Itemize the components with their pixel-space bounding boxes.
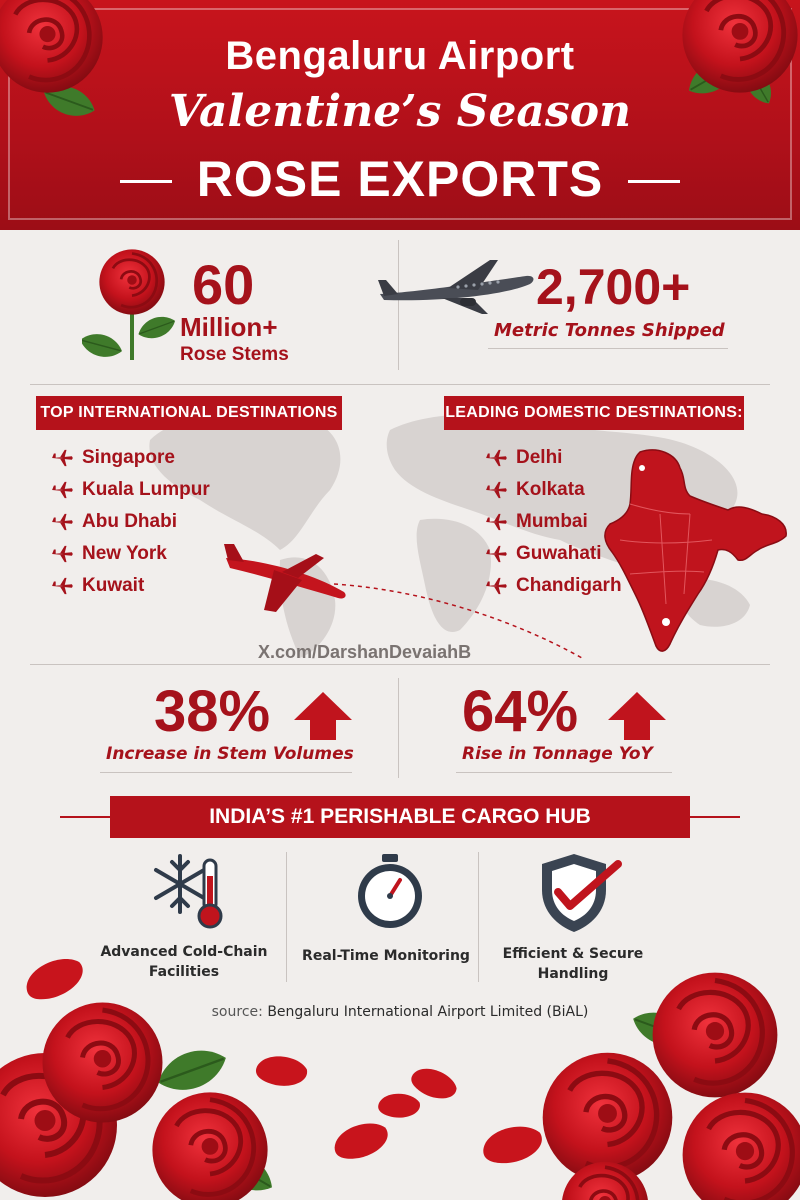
- source-label: source:: [211, 1004, 263, 1020]
- watermark-text: X.com/DarshanDevaiahB: [258, 642, 472, 662]
- india-map-icon: [600, 444, 792, 660]
- feature-handling-label: Efficient & Secure Handling: [502, 946, 644, 982]
- tonnes-value: 2,700+: [536, 259, 691, 315]
- list-item: Singapore: [50, 442, 210, 474]
- list-item: New York: [50, 538, 210, 570]
- stem-growth-label: Increase in Stem Volumes: [106, 744, 354, 764]
- plane-bullet-icon: [484, 449, 508, 467]
- stem-growth-value: 38%: [154, 679, 271, 744]
- list-item: Kolkata: [484, 474, 622, 506]
- plane-bullet-icon: [50, 449, 74, 467]
- list-item: Guwahati: [484, 538, 622, 570]
- stems-value: 60: [192, 253, 255, 316]
- section-divider-top: [30, 384, 770, 385]
- list-item: Kuala Lumpur: [50, 474, 210, 506]
- tonnes-label: Metric Tonnes Shipped: [494, 320, 725, 341]
- feature-cold-chain-label: Advanced Cold-Chain Facilities: [100, 944, 268, 980]
- arrow-up-icon: [292, 690, 354, 742]
- stems-label: Rose Stems: [180, 344, 289, 365]
- hub-heading: INDIA’S #1 PERISHABLE CARGO HUB: [110, 796, 690, 838]
- feature-monitoring-label: Real-Time Monitoring: [302, 948, 470, 964]
- domestic-heading: LEADING DOMESTIC DESTINATIONS:: [444, 396, 744, 430]
- list-item: Mumbai: [484, 506, 622, 538]
- plane-bullet-icon: [50, 577, 74, 595]
- source-text: Bengaluru International Airport Limited (BiAL): [267, 1004, 589, 1020]
- section-divider-mid: [30, 664, 770, 665]
- header-title-season: Valentine’s Season: [168, 86, 632, 137]
- stems-unit: Million+: [180, 312, 278, 342]
- header-title-airport: Bengaluru Airport: [225, 34, 575, 78]
- plane-bullet-icon: [484, 513, 508, 531]
- plane-bullet-icon: [50, 513, 74, 531]
- plane-bullet-icon: [50, 545, 74, 563]
- international-heading: TOP INTERNATIONAL DESTINATIONS: [36, 396, 342, 430]
- stem-growth-underline: [100, 772, 352, 773]
- snowflake-thermometer-icon: [150, 850, 230, 930]
- tonnage-growth-label: Rise in Tonnage YoY: [462, 744, 653, 764]
- arrow-up-icon: [606, 690, 668, 742]
- rose-border-bottom-icon: [0, 940, 800, 1200]
- tonnes-underline: [488, 348, 728, 349]
- growth-divider: [398, 678, 399, 778]
- list-item: Chandigarh: [484, 570, 622, 602]
- shield-check-icon: [534, 850, 622, 934]
- tonnage-growth-value: 64%: [462, 679, 579, 744]
- list-item: Delhi: [484, 442, 622, 474]
- tonnage-growth-underline: [456, 772, 672, 773]
- list-item: Abu Dhabi: [50, 506, 210, 538]
- header-title-exports: ROSE EXPORTS: [196, 151, 604, 207]
- stopwatch-icon: [350, 852, 430, 932]
- plane-bullet-icon: [484, 481, 508, 499]
- airplane-icon: [378, 258, 538, 316]
- list-item: Kuwait: [50, 570, 210, 602]
- rose-stem-icon: [82, 244, 182, 362]
- international-list: [50, 442, 210, 602]
- plane-bullet-icon: [50, 481, 74, 499]
